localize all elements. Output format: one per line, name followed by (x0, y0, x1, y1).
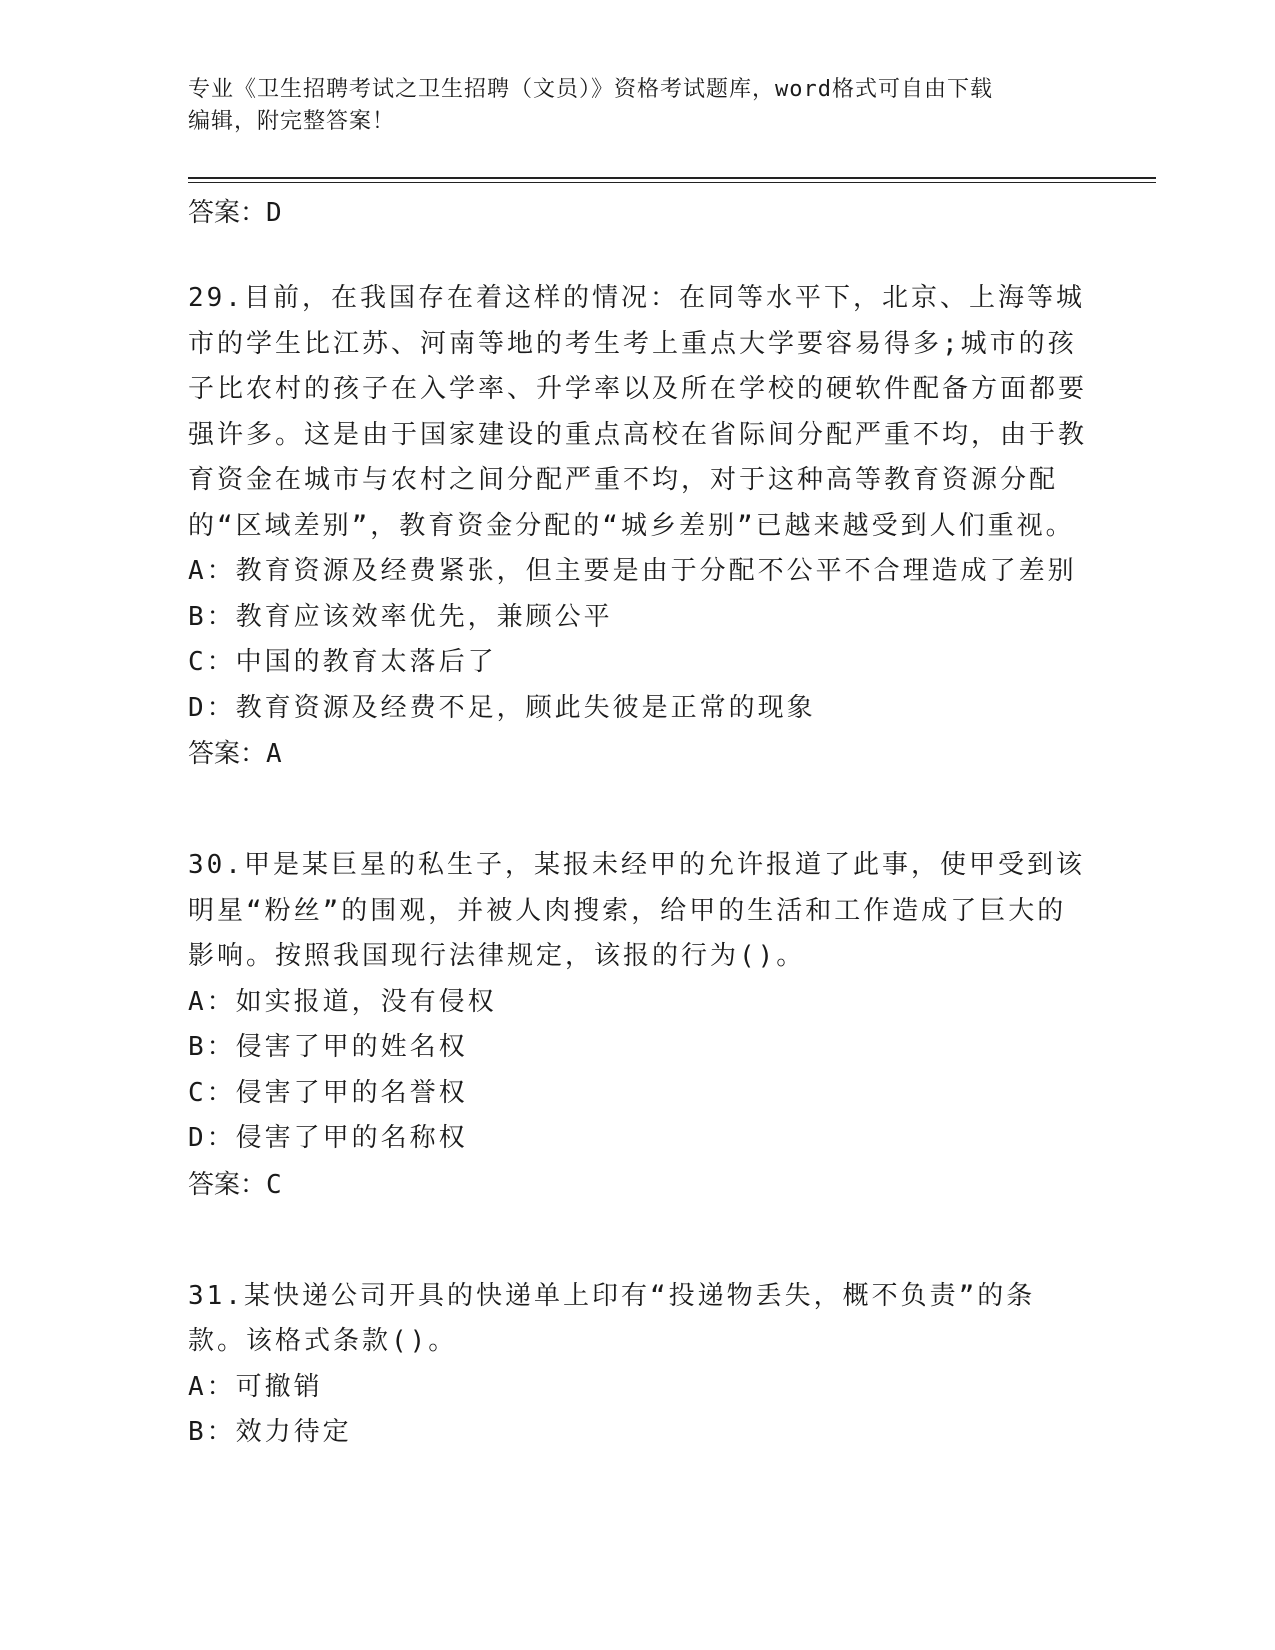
question-list (188, 190, 1088, 1456)
option-b: B：效力待定 (188, 1417, 352, 1447)
header-divider-thin (188, 182, 1156, 183)
question-block (188, 276, 1088, 777)
option-c: C：中国的教育太落后了 (188, 647, 497, 677)
answer-label: 答案：A (188, 739, 282, 769)
option-c: C：侵害了甲的名誉权 (188, 1077, 468, 1108)
option-b: B：侵害了甲的姓名权 (188, 1032, 468, 1062)
option-a: A：如实报道，没有侵权 (188, 986, 497, 1017)
option-a: A：教育资源及经费紧张，但主要是由于分配不公平不合理造成了差别 (188, 556, 1077, 586)
answer-label: 答案：D (188, 198, 282, 228)
question-text: 30.甲是某巨星的私生子，某报未经甲的允许报道了此事，使甲受到该明星“粉丝”的围观，并被人肉搜索，给甲的生活和工作造成了巨大的影响。按照我国现行法律规定，该报的行为()。 (188, 850, 1085, 971)
option-a: A：可撤销 (188, 1371, 323, 1402)
question-block (188, 1274, 1088, 1456)
answer-label: 答案：C (188, 1169, 282, 1200)
header-divider (188, 177, 1156, 179)
question-block (188, 843, 1088, 1208)
header-line-1: 专业《卫生招聘考试之卫生招聘（文员）》资格考试题库，word格式可自由下载 (188, 77, 993, 102)
option-b: B：教育应该效率优先，兼顾公平 (188, 601, 613, 632)
question-text: 31.某快递公司开具的快递单上印有“投递物丢失，概不负责”的条款。该格式条款()。 (188, 1280, 1036, 1356)
question-text: 29.目前，在我国存在着这样的情况：在同等水平下，北京、上海等城市的学生比江苏、河南等地的考生考上重点大学要容易得多;城市的孩子比农村的孩子在入学率、升学率以及所在学校的硬软件配备方面都要强许多。这是由于国家建设的重点高校在省际间分配严重不均，由于教育资金在城市与农村之间分配严重不均，对于这种高等教育资源分配的“区域差别”，教育资金分配的“城乡差别”已越来越受到人们重视。 (188, 283, 1088, 541)
option-d: D：教育资源及经费不足，顾此失彼是正常的现象 (188, 692, 816, 723)
header-line-2: 编辑，附完整答案！ (188, 109, 396, 134)
page-header (188, 74, 1088, 138)
option-d: D：侵害了甲的名称权 (188, 1123, 468, 1153)
